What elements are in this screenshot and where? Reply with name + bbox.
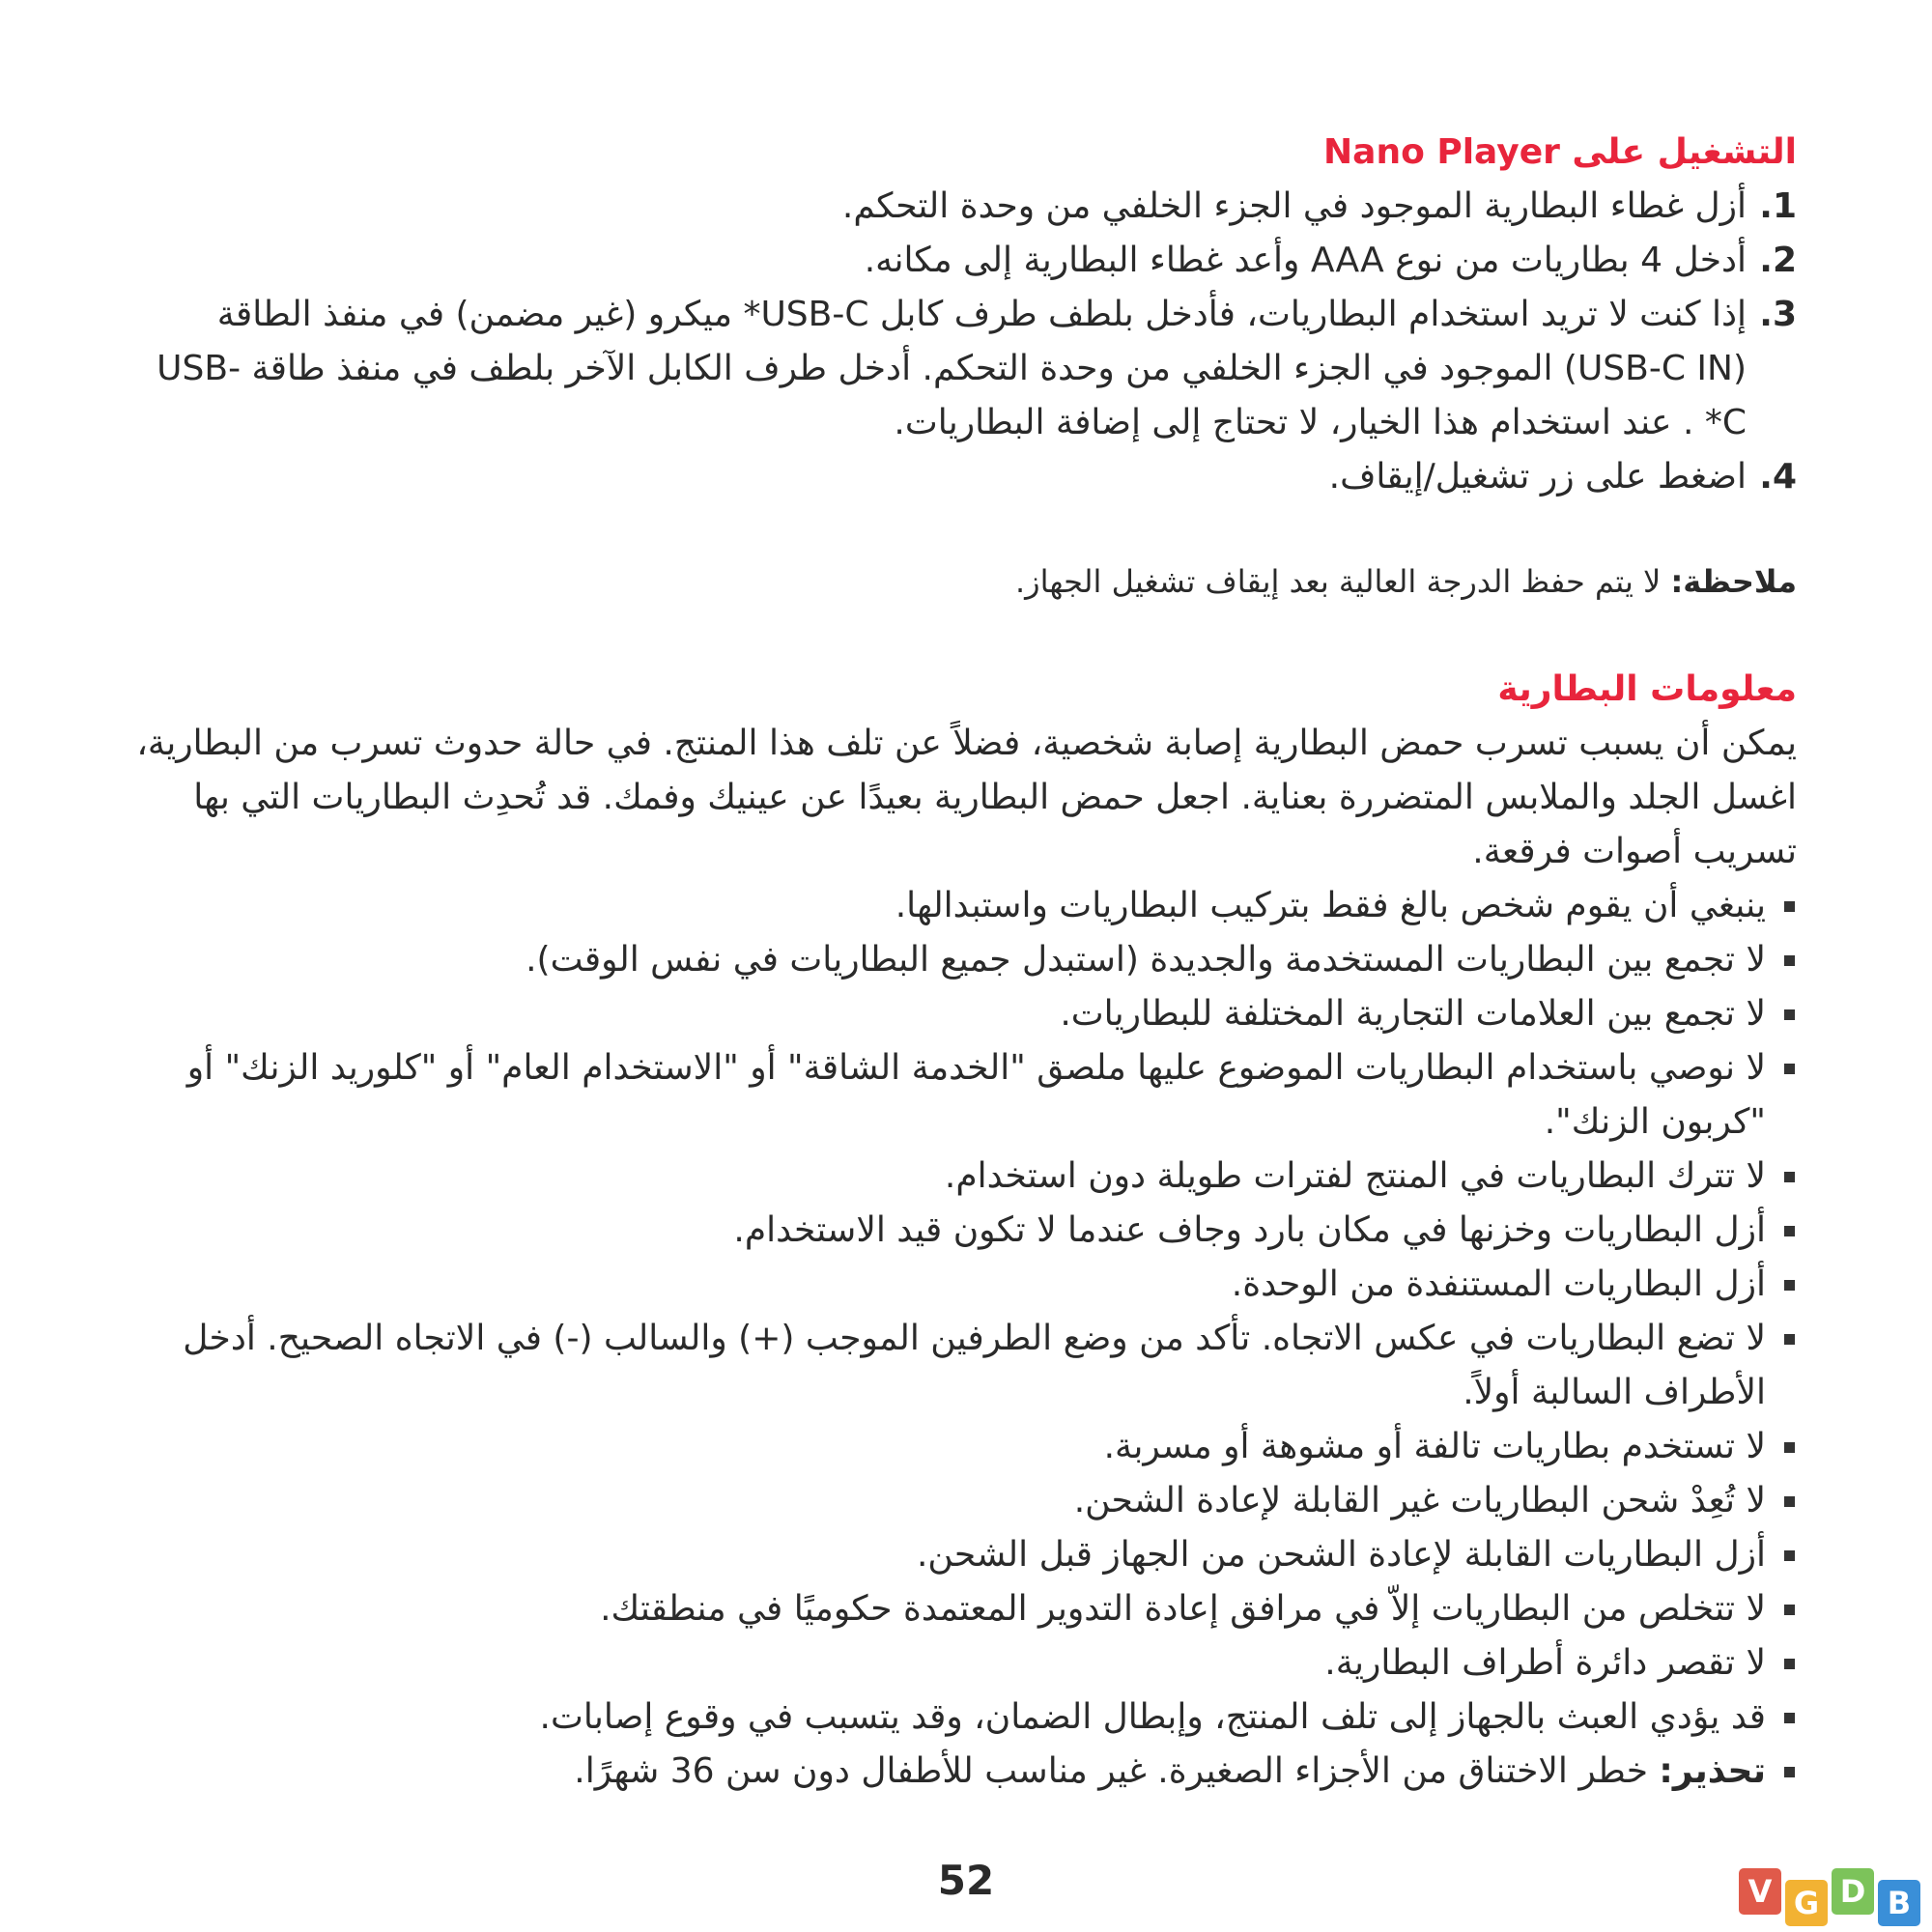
bullet-square-icon — [1766, 1745, 1797, 1799]
bullet-square-icon — [1766, 933, 1797, 987]
bullet-square-icon — [1766, 1312, 1797, 1420]
step-item — [135, 450, 1797, 504]
bullet-text: ينبغي أن يقوم شخص بالغ فقط بتركيب البطاريات واستبدالها. — [895, 886, 1766, 925]
list-item — [135, 987, 1797, 1041]
list-item — [135, 1204, 1797, 1258]
bullet-square-icon — [1766, 1204, 1797, 1258]
bullet-square-icon — [1766, 1690, 1797, 1745]
bullet-square-icon — [1766, 1474, 1797, 1528]
battery-intro: يمكن أن يسبب تسرب حمض البطارية إصابة شخصية، فضلاً عن تلف هذا المنتج. في حالة حدوث تسرب من البطارية، اغسل الجلد والملابس المتضررة بعناية. اجعل حمض البطارية بعيدًا عن عينيك وفمك. قد تُحدِث البطاريات التي بها تسريب أصوات فرقعة. — [136, 724, 1797, 871]
bullet-square-icon — [1766, 1041, 1797, 1150]
bullet-square-icon — [1766, 879, 1797, 933]
bullet-text: أزل البطاريات وخزنها في مكان بارد وجاف عندما لا تكون قيد الاستخدام. — [733, 1210, 1766, 1250]
section-title-operation: التشغيل على Nano Player — [1323, 132, 1797, 172]
section-title-battery: معلومات البطارية — [1497, 669, 1797, 709]
list-item — [135, 933, 1797, 987]
bullet-text: لا تتخلص من البطاريات إلاّ في مرافق إعادة التدوير المعتمدة حكوميًا في منطقتك. — [600, 1589, 1766, 1629]
step-number: 1. — [1759, 186, 1797, 226]
bullet-square-icon — [1766, 1528, 1797, 1582]
logo-letter: D — [1832, 1868, 1874, 1915]
step-text: إذا كنت لا تريد استخدام البطاريات، فأدخل بلطف طرف كابل USB-C* ميكرو (غير مضمن) في منفذ الطاقة (USB-C IN) الموجود في الجزء الخلفي من وحدة التحكم. أدخل طرف الكابل الآخر بلطف في منفذ طاقة USB-C* . عند استخدام هذا الخيار، لا تحتاج إلى إضافة البطاريات. — [156, 295, 1747, 442]
step-text: أزل غطاء البطارية الموجود في الجزء الخلفي من وحدة التحكم. — [841, 186, 1747, 226]
list-item — [135, 1636, 1797, 1690]
list-item — [135, 1420, 1797, 1474]
bullet-text: لا نوصي باستخدام البطاريات الموضوع عليها ملصق "الخدمة الشاقة" أو "الاستخدام العام" أو "كلوريد الزنك" أو "كربون الزنك". — [186, 1048, 1766, 1142]
note-label: ملاحظة: — [1670, 563, 1797, 600]
bullet-text: أزل البطاريات المستنفدة من الوحدة. — [1231, 1264, 1766, 1304]
bullet-square-icon — [1766, 1582, 1797, 1636]
step-text: اضغط على زر تشغيل/إيقاف. — [1328, 457, 1747, 497]
list-item — [135, 1041, 1797, 1150]
step-number: 2. — [1759, 241, 1797, 280]
list-item — [135, 1150, 1797, 1204]
bullet-text: أزل البطاريات القابلة لإعادة الشحن من الجهاز قبل الشحن. — [916, 1535, 1766, 1575]
battery-info-section — [135, 663, 1797, 1799]
bullet-square-icon — [1766, 1258, 1797, 1312]
bullet-square-icon — [1766, 1420, 1797, 1474]
bullet-text: لا تستخدم بطاريات تالفة أو مشوهة أو مسربة. — [1103, 1427, 1766, 1466]
bullet-text: لا تترك البطاريات في المنتج لفترات طويلة دون استخدام. — [944, 1156, 1766, 1196]
bullet-text: لا تضع البطاريات في عكس الاتجاه. تأكد من وضع الطرفين الموجب (+) والسالب (-) في الاتجاه الصحيح. أدخل الأطراف السالبة أولاً. — [183, 1319, 1766, 1412]
logo-letter: G — [1785, 1880, 1828, 1926]
step-number: 3. — [1759, 295, 1797, 334]
bullet-square-icon — [1766, 987, 1797, 1041]
bullet-square-icon — [1766, 1150, 1797, 1204]
logo-letter: V — [1739, 1868, 1781, 1915]
step-item — [135, 180, 1797, 234]
logo-letter: B — [1878, 1880, 1920, 1926]
note-text: لا يتم حفظ الدرجة العالية بعد إيقاف تشغيل الجهاز. — [1014, 563, 1671, 600]
steps-list — [135, 180, 1797, 504]
list-item — [135, 879, 1797, 933]
bullet-text: لا تجمع بين العلامات التجارية المختلفة للبطاريات. — [1060, 994, 1766, 1034]
content-column — [135, 126, 1797, 1799]
list-item — [135, 1528, 1797, 1582]
step-text: أدخل 4 بطاريات من نوع AAA وأعد غطاء البطارية إلى مكانه. — [864, 241, 1747, 280]
list-item — [135, 1258, 1797, 1312]
step-item — [135, 234, 1797, 288]
bullet-text: قد يؤدي العبث بالجهاز إلى تلف المنتج، وإبطال الضمان، وقد يتسبب في وقوع إصابات. — [539, 1697, 1766, 1737]
warning-item — [135, 1745, 1797, 1799]
list-item — [135, 1312, 1797, 1420]
list-item — [135, 1474, 1797, 1528]
list-item — [135, 1582, 1797, 1636]
vgdb-watermark-logo — [1735, 1859, 1932, 1932]
page-number: 52 — [937, 1857, 995, 1904]
list-item — [135, 1690, 1797, 1745]
note — [135, 556, 1797, 607]
bullet-square-icon — [1766, 1636, 1797, 1690]
warning-text-wrap — [135, 1745, 1766, 1799]
bullet-text: لا تجمع بين البطاريات المستخدمة والجديدة (استبدل جميع البطاريات في نفس الوقت). — [526, 940, 1766, 980]
step-item — [135, 288, 1797, 450]
bullet-text: لا تقصر دائرة أطراف البطارية. — [1324, 1643, 1766, 1683]
battery-bullets — [135, 879, 1797, 1799]
warning-label: تحذير: — [1659, 1751, 1766, 1791]
bullet-text: لا تُعِدْ شحن البطاريات غير القابلة لإعادة الشحن. — [1073, 1481, 1766, 1520]
step-number: 4. — [1759, 457, 1797, 497]
warning-text: خطر الاختناق من الأجزاء الصغيرة. غير مناسب للأطفال دون سن 36 شهرًا. — [574, 1751, 1660, 1791]
